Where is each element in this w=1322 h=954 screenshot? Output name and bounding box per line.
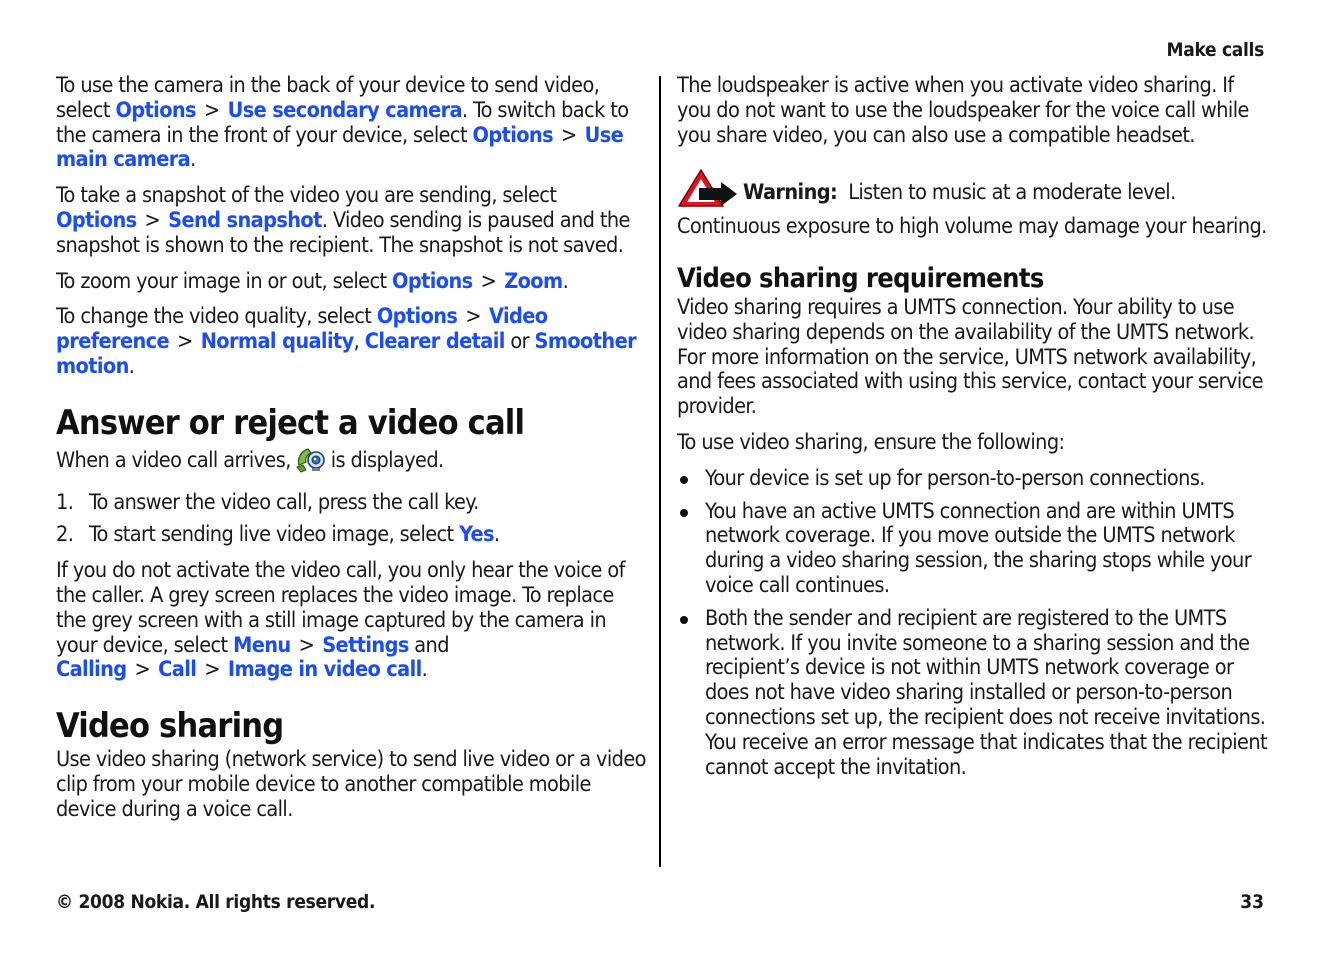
video-sharing-intro-paragraph: Use video sharing (network service) to send live video or a video clip from your mobile device to another compatible mobile device during a voice call. [56, 747, 646, 822]
text: , [353, 329, 360, 355]
text: . [421, 657, 428, 683]
warning-paragraph [677, 168, 1269, 240]
heading-answer-or-reject: Answer or reject a video call [56, 402, 525, 443]
list-item [677, 500, 1269, 599]
text: . [562, 268, 569, 294]
warning-text: Listen to music at a moderate level. Continuous exposure to high volume may damage your hearing. [677, 180, 1267, 240]
menu-link-options: Options [56, 207, 137, 233]
menu-link-yes: Yes [459, 522, 494, 548]
requirements-list [677, 467, 1269, 781]
video-call-icon [295, 445, 327, 480]
menu-link-calling: Calling [56, 657, 127, 683]
text: To use the camera in the back of your device to send video, select [56, 73, 600, 123]
path-separator: > [298, 632, 315, 658]
menu-link-options: Options [472, 122, 554, 148]
path-separator: > [144, 207, 161, 233]
text: is displayed. [330, 447, 444, 473]
warning-label: Warning: [743, 180, 838, 206]
step-number: 2. [56, 522, 74, 548]
bullet-text: Both the sender and recipient are registered to the UMTS network. If you invite someone to a sharing session and the recipient’s device is not within UMTS network coverage or does not have video sharing installed or person-to-person connections set up, the recipient does not receive invitations. You receive an error message that indicates that the recipient cannot accept the invitation. [705, 605, 1267, 780]
text: To zoom your image in or out, select [56, 268, 387, 294]
secondary-camera-paragraph [56, 74, 648, 173]
list-item [677, 467, 1269, 492]
path-separator: > [480, 268, 497, 294]
step-number: 1. [56, 489, 74, 515]
grey-screen-paragraph [56, 559, 648, 683]
running-header: Make calls [1166, 39, 1264, 61]
menu-link-normal-quality: Normal quality [200, 329, 354, 355]
menu-link-settings: Settings [322, 632, 409, 658]
menu-link-smoother-motion: Smoother motion [56, 329, 637, 379]
ensure-following-paragraph: To use video sharing, ensure the following: [677, 429, 1065, 455]
menu-link-use-secondary-camera: Use secondary camera [227, 97, 462, 123]
zoom-paragraph [56, 270, 648, 295]
warning-icon [677, 168, 739, 215]
video-quality-paragraph [56, 305, 648, 379]
bullet [680, 616, 688, 624]
answer-steps-list [56, 491, 648, 549]
path-separator: > [204, 657, 220, 683]
text: To change the video quality, select [56, 304, 372, 330]
text: When a video call arrives, [56, 447, 291, 473]
step-text: To answer the video call, press the call key. [89, 489, 479, 515]
text: To take a snapshot of the video you are sending, select [56, 183, 557, 209]
requirements-paragraph: Video sharing requires a UMTS connection. Your ability to use video sharing depends on the availability of the UMTS network. For more information on the service, UMTS network availability, and fees associated with using this service, contact your service provider. [677, 294, 1263, 420]
text: . [493, 522, 500, 548]
menu-link-menu: Menu [233, 632, 291, 658]
menu-link-use-main-camera: Use main camera [56, 122, 624, 173]
bullet [680, 509, 688, 517]
menu-link-options: Options [376, 304, 458, 330]
text: If you do not activate the video call, you only hear the voice of the caller. A grey screen replaces the video image. To replace the grey screen with a still image captured by the camera in your device, select [56, 558, 625, 658]
bullet [680, 476, 688, 484]
left-column [56, 74, 648, 834]
list-item [56, 491, 648, 516]
path-separator: > [561, 122, 577, 148]
list-item [677, 607, 1269, 781]
menu-link-clearer-detail: Clearer detail [364, 329, 505, 355]
page-number: 33 [1240, 891, 1264, 913]
text: or [510, 329, 529, 355]
column-divider [659, 76, 661, 867]
path-separator: > [134, 657, 151, 683]
menu-link-options: Options [392, 268, 473, 294]
text: . [190, 147, 196, 173]
menu-link-image-in-video-call: Image in video call [227, 657, 422, 683]
footer-copyright: © 2008 Nokia. All rights reserved. [56, 891, 376, 913]
step-text: To start sending live video image, select [89, 522, 454, 548]
text: . [128, 353, 135, 379]
menu-link-call: Call [158, 657, 197, 683]
video-call-arrives-paragraph [56, 445, 648, 480]
menu-link-send-snapshot: Send snapshot [168, 207, 322, 233]
text: . To switch back to the camera in the front of your device, select [56, 97, 629, 148]
heading-video-sharing-requirements: Video sharing requirements [677, 262, 1044, 294]
list-item [56, 523, 648, 548]
text: and [414, 632, 449, 658]
path-separator: > [177, 329, 193, 355]
text: . Video sending is paused and the snapshot is shown to the recipient. The snapshot is not saved. [56, 207, 630, 258]
bullet-text: You have an active UMTS connection and are within UMTS network coverage. If you move outside the UMTS network during a video sharing session, the sharing stops while your voice call continues. [705, 498, 1252, 598]
path-separator: > [203, 97, 220, 123]
menu-link-options: Options [115, 97, 196, 123]
right-column [677, 74, 1269, 788]
menu-link-zoom: Zoom [504, 268, 563, 294]
heading-video-sharing: Video sharing [56, 706, 284, 747]
loudspeaker-paragraph: The loudspeaker is active when you activate video sharing. If you do not want to use the loudspeaker for the voice call while you share video, you can also use a compatible headset. [677, 73, 1249, 148]
snapshot-paragraph [56, 184, 648, 258]
path-separator: > [465, 304, 481, 330]
menu-link-video-preference: Video preference [56, 304, 548, 355]
bullet-text: Your device is set up for person-to-person connections. [705, 465, 1205, 491]
